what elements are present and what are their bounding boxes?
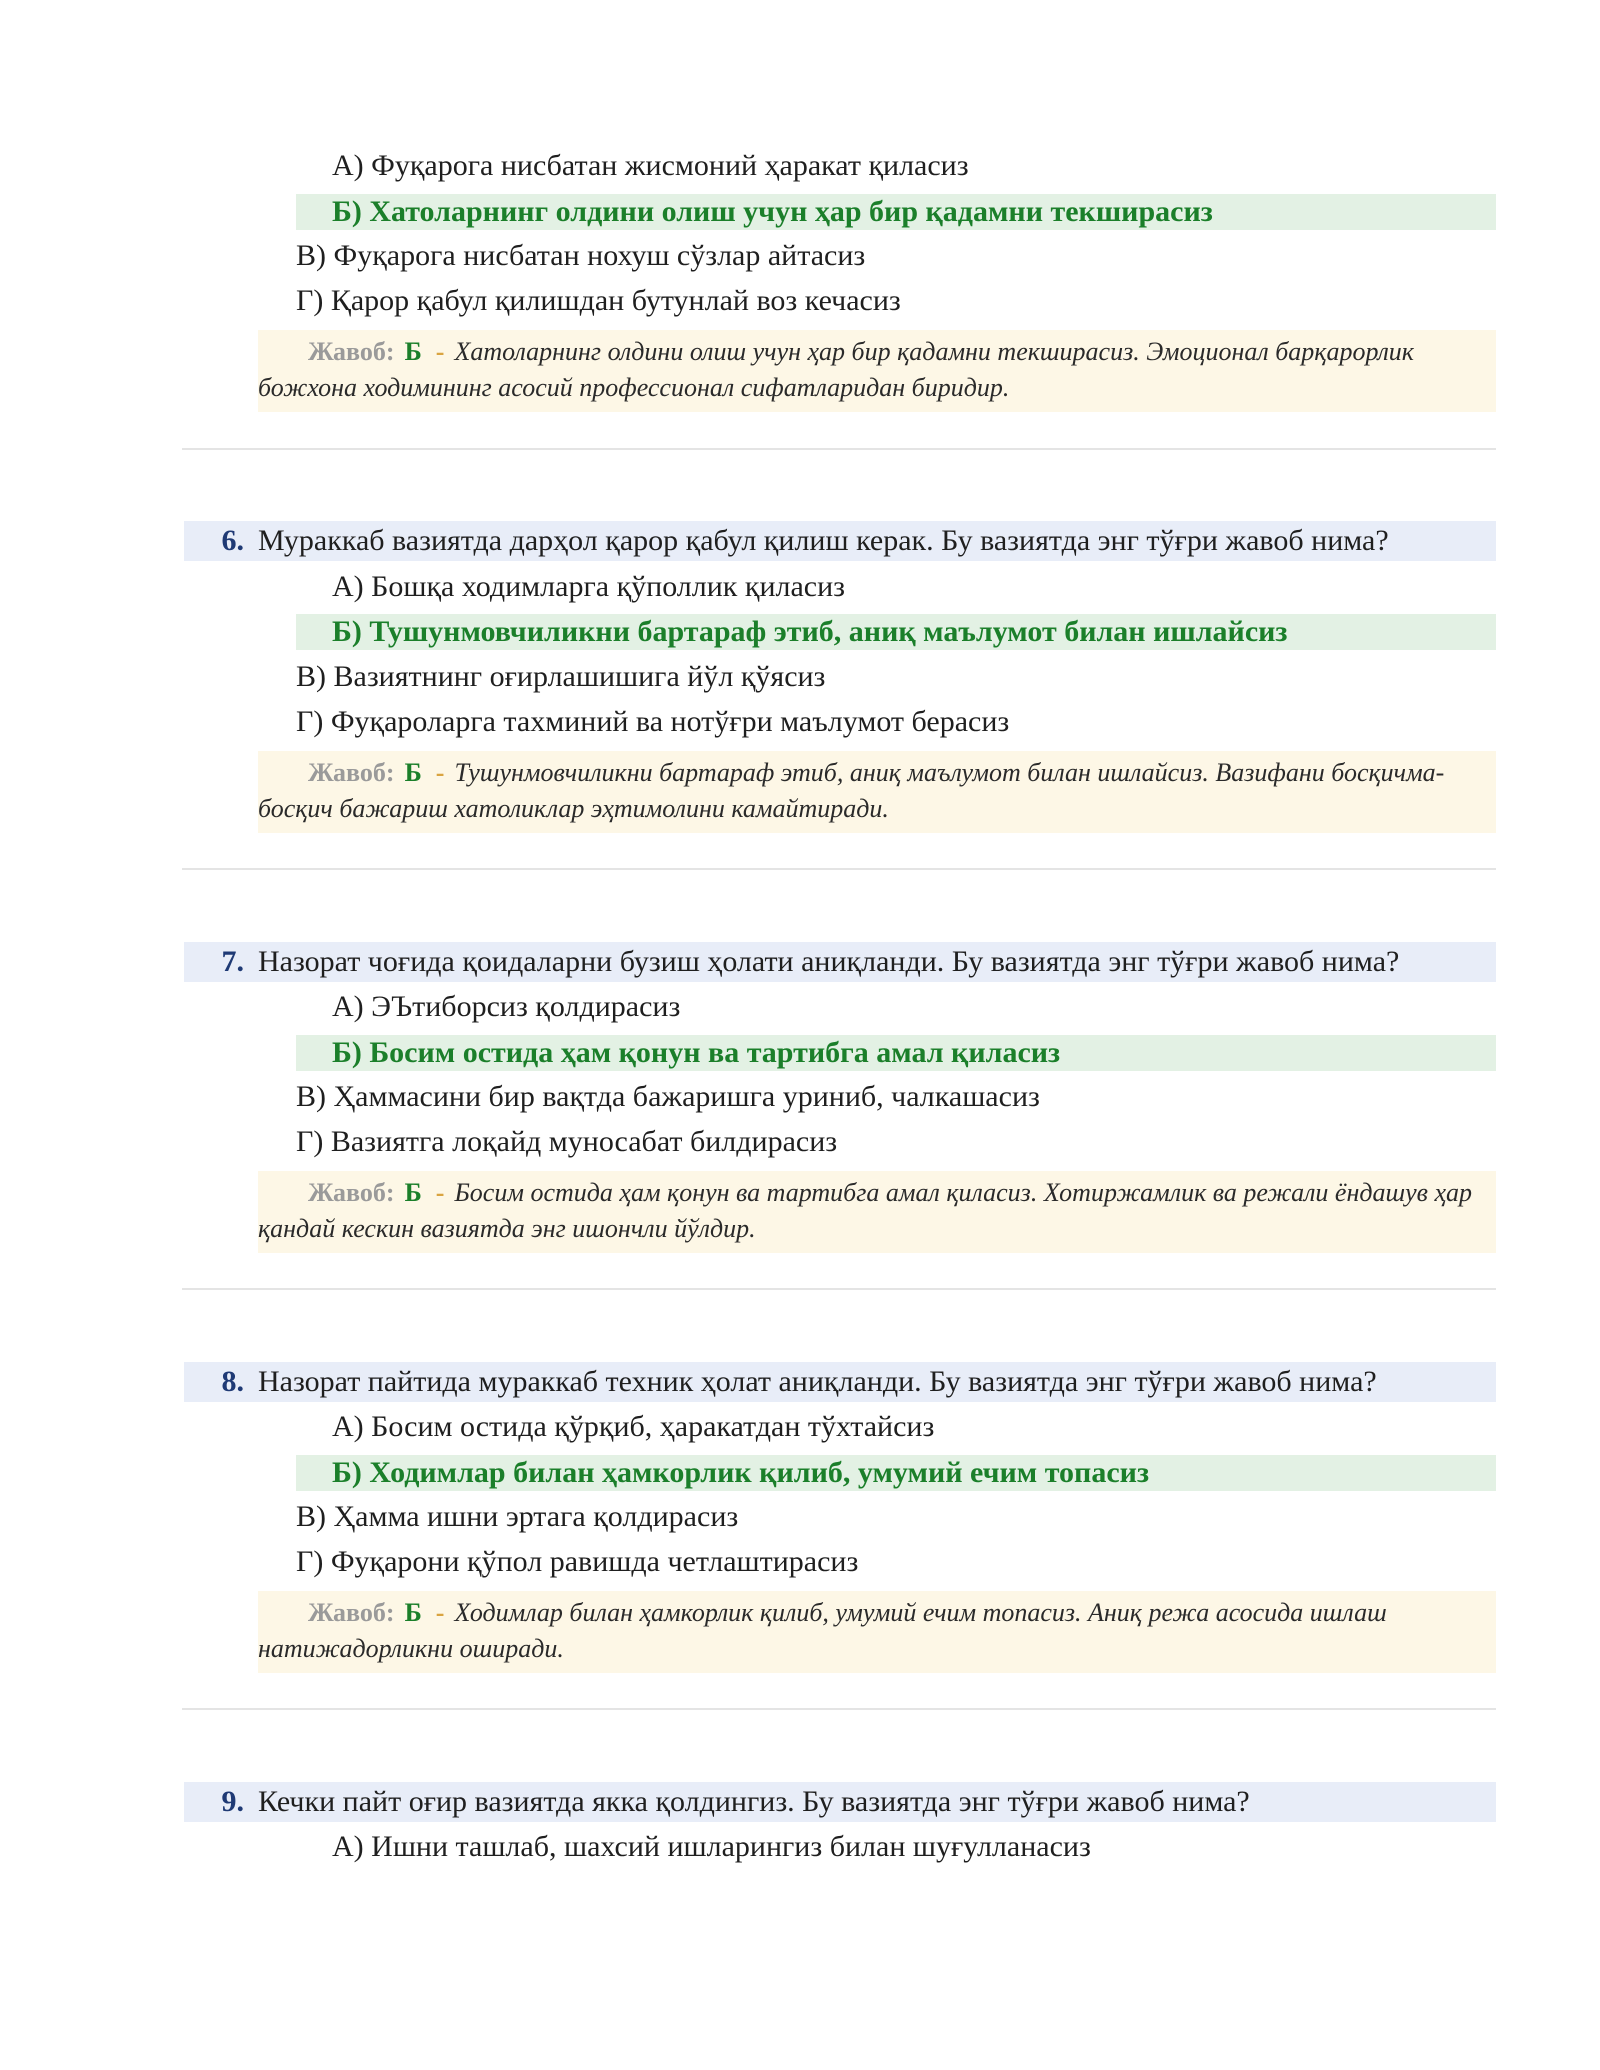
option-d-q8: Г) Фуқарони қўпол равишда четлаштирасиз — [296, 1545, 859, 1578]
option-c-q6: В) Вазиятнинг оғирлашишига йўл қўясиз — [296, 660, 826, 693]
question-number: 8. — [221, 1365, 244, 1398]
question-text: Мураккаб вазиятда дарҳол қарор қабул қилиш керак. Бу вазиятда энг тўғри жавоб нима? — [258, 524, 1389, 557]
question-text: Назорат пайтида мураккаб техник ҳолат аниқланди. Бу вазиятда энг тўғри жавоб нима? — [258, 1365, 1377, 1398]
answer-dash: - — [435, 1598, 445, 1627]
answer-letter: Б — [404, 758, 422, 787]
answer-box-q6 — [258, 751, 1496, 833]
question-number: 9. — [221, 1785, 244, 1818]
question-6 — [184, 521, 1496, 561]
question-text: Кечки пайт оғир вазиятда якка қолдингиз. Бу вазиятда энг тўғри жавоб нима? — [258, 1785, 1250, 1818]
option-b-q6-correct: Б) Тушунмовчиликни бартараф этиб, аниқ маълумот билан ишлайсиз — [296, 614, 1496, 650]
option-d-q6: Г) Фуқароларга тахминий ва нотўғри маълумот берасиз — [296, 705, 1010, 738]
option-d-q7: Г) Вазиятга лоқайд муносабат билдирасиз — [296, 1125, 838, 1158]
option-c-q7: В) Ҳаммасини бир вақтда бажаришга уриниб, чалкашасиз — [296, 1080, 1040, 1113]
answer-label: Жавоб: — [308, 1178, 395, 1207]
answer-label: Жавоб: — [308, 337, 395, 366]
divider — [182, 448, 1496, 450]
divider — [182, 1288, 1496, 1290]
option-b-q7-correct: Б) Босим остида ҳам қонун ва тартибга амал қиласиз — [296, 1035, 1496, 1071]
answer-dash: - — [435, 1178, 445, 1207]
answer-text: Босим остида ҳам қонун ва тартибга амал қиласиз. Хотиржамлик ва режали ёндашув ҳар қандай кескин вазиятда энг ишончли йўлдир. — [258, 1178, 1473, 1243]
answer-label: Жавоб: — [308, 758, 395, 787]
question-number: 7. — [221, 945, 244, 978]
answer-box-q5 — [258, 330, 1496, 412]
option-d-q5: Г) Қарор қабул қилишдан бутунлай воз кечасиз — [296, 284, 901, 317]
answer-box-q8 — [258, 1591, 1496, 1673]
question-text: Назорат чоғида қоидаларни бузиш ҳолати аниқланди. Бу вазиятда энг тўғри жавоб нима? — [258, 945, 1400, 978]
answer-letter: Б — [404, 337, 422, 366]
answer-letter: Б — [404, 1178, 422, 1207]
divider — [182, 868, 1496, 870]
answer-box-q7 — [258, 1171, 1496, 1253]
question-number: 6. — [221, 524, 244, 557]
answer-text: Ходимлар билан ҳамкорлик қилиб, умумий ечим топасиз. Аниқ режа асосида ишлаш натижадорликни оширади. — [258, 1598, 1387, 1663]
divider — [182, 1708, 1496, 1710]
option-c-q8: В) Ҳамма ишни эртага қолдирасиз — [296, 1500, 739, 1533]
option-b-q8-correct: Б) Ходимлар билан ҳамкорлик қилиб, умумий ечим топасиз — [296, 1455, 1496, 1491]
option-a-q9: А) Ишни ташлаб, шахсий ишларингиз билан шуғулланасиз — [332, 1830, 1091, 1863]
option-a-q8: А) Босим остида қўрқиб, ҳаракатдан тўхтайсиз — [332, 1410, 935, 1443]
answer-label: Жавоб: — [308, 1598, 395, 1627]
answer-text: Тушунмовчиликни бартараф этиб, аниқ маълумот билан ишлайсиз. Вазифани босқичма-босқич бажариш хатоликлар эҳтимолини камайтиради. — [258, 758, 1445, 823]
question-7 — [184, 942, 1496, 982]
option-c-q5: В) Фуқарога нисбатан нохуш сўзлар айтасиз — [296, 239, 866, 272]
question-8 — [184, 1362, 1496, 1402]
option-a-q7: А) ЭЪтиборсиз қолдирасиз — [332, 990, 681, 1023]
answer-dash: - — [435, 337, 445, 366]
option-a-q6: А) Бошқа ходимларга қўполлик қиласиз — [332, 570, 846, 603]
option-a-q5: А) Фуқарога нисбатан жисмоний ҳаракат қиласиз — [332, 149, 969, 182]
answer-letter: Б — [404, 1598, 422, 1627]
option-b-q5-correct: Б) Хатоларнинг олдини олиш учун ҳар бир қадамни текширасиз — [296, 194, 1496, 230]
answer-dash: - — [435, 758, 445, 787]
question-9 — [184, 1782, 1496, 1822]
answer-text: Хатоларнинг олдини олиш учун ҳар бир қадамни текширасиз. Эмоционал барқарорлик божхона ходимининг асосий профессионал сифатларидан биридир. — [258, 337, 1414, 402]
